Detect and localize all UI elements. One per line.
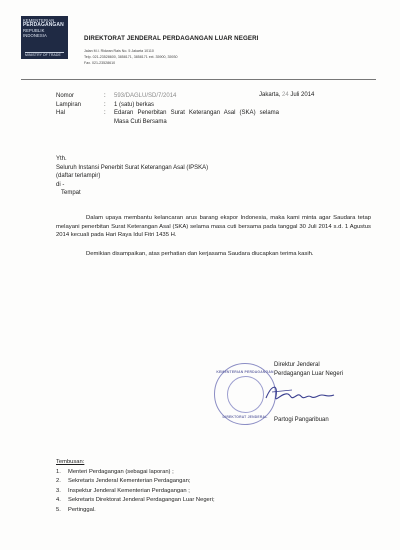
list-text: Menteri Perdagangan (sebagai laporan) ; [68,468,174,475]
recipient-line-4: Tempat [61,190,81,196]
lampiran-row [56,101,279,110]
lampiran-colon: : [104,101,106,108]
recipient-line-3: di - [56,181,65,188]
logo-text-3: REPUBLIK INDONESIA [23,28,47,38]
stamp-inner-ring [227,376,264,413]
body-paragraph-2: Demikian disampaikan, atas perhatian dan kerjasama Saudara diucapkan terima kasih. [86,250,314,257]
list-number: 4. [56,497,61,504]
letter-meta [56,92,279,126]
lampiran-value: 1 (satu) berkas [114,101,155,108]
nomor-value: 593/DAGLU/SD/7/2014 [114,93,177,99]
hal-colon: : [104,110,106,116]
recipient-line-1: Seluruh Instansi Penerbit Surat Keterangan Asal (IPSKA) [56,164,209,171]
date-city: Jakarta, [259,92,281,98]
nomor-row [56,92,279,101]
logo-text-4: MINISTRY OF TRADE [25,53,61,57]
list-text: Sekretaris Direktorat Jenderal Perdagangan Luar Negeri; [68,497,215,504]
signatory-title-1: Direktur Jenderal [274,362,320,368]
tembusan-block [56,458,215,516]
ministry-logo [21,16,68,59]
list-item [56,477,215,487]
list-text: Pertinggal. [68,506,96,513]
body-paragraph-1: Dalam upaya membantu kelancaran arus barang ekspor Indonesia, maka kami minta agar Saudara tetap melayani penerbitan Surat Keterangan Asal (SKA) selama masa cuti bersama pada tanggal 30 Juli 2014 s.d. 1 Agustus 2014 kecuali pada Hari Raya Idul Fitri 1435 H. [56,215,371,238]
stamp-bottom-text: DIREKTORAT JENDERAL [222,415,268,419]
organization-name: DIREKTORAT JENDERAL PERDAGANGAN LUAR NEGERI [84,35,259,42]
list-number: 1. [56,468,61,475]
letterhead-address [84,48,178,67]
lampiran-label: Lampiran [56,101,82,108]
hal-label: Hal [56,110,66,116]
list-text: Inspektur Jenderal Kementerian Perdagangan ; [68,487,190,494]
list-number: 3. [56,487,61,494]
letter-body [56,214,371,268]
tembusan-title: Tembusan: [56,459,85,465]
address-line-1: Jalan M.I. Ridwan Rais No. 5 Jakarta 10110 [84,49,154,53]
nomor-colon: : [104,93,106,99]
list-text: Sekretaris Jenderal Kementerian Perdagangan; [68,478,191,485]
date-day: 24 [282,92,289,98]
recipient-line-2: (daftar terlampir) [56,173,101,179]
nomor-label: Nomor [56,93,75,99]
list-item [56,487,215,497]
list-item [56,468,215,478]
signature-block [274,361,343,425]
letter-date [259,92,314,98]
hal-value: Edaran Penerbitan Surat Keterangan Asal (SKA) selama Masa Cuti Bersama [114,110,279,125]
address-line-2: Telp. 021-23528600, 3858171, 3858171 ext. 35900, 35930 [84,55,178,60]
list-item [56,506,215,516]
address-line-3: Fax. 021-23528610 [84,61,116,66]
hal-row [56,109,279,126]
list-number: 5. [56,506,61,513]
list-number: 2. [56,478,61,485]
letterhead-divider [21,79,376,80]
logo-text-1: KEMENTERIAN [23,18,55,23]
signatory-title-2: Perdagangan Luar Negeri [274,370,344,377]
recipient-yth: Yth. [56,156,67,162]
stamp-top-text: KEMENTERIAN PERDAGANGAN [216,370,274,374]
logo-text-2: PERDAGANGAN [23,22,64,28]
list-item [56,496,215,506]
date-month-year: Juli 2014 [290,92,315,98]
recipient-block [56,155,208,198]
signatory-name: Partogi Pangaribuan [274,417,329,423]
